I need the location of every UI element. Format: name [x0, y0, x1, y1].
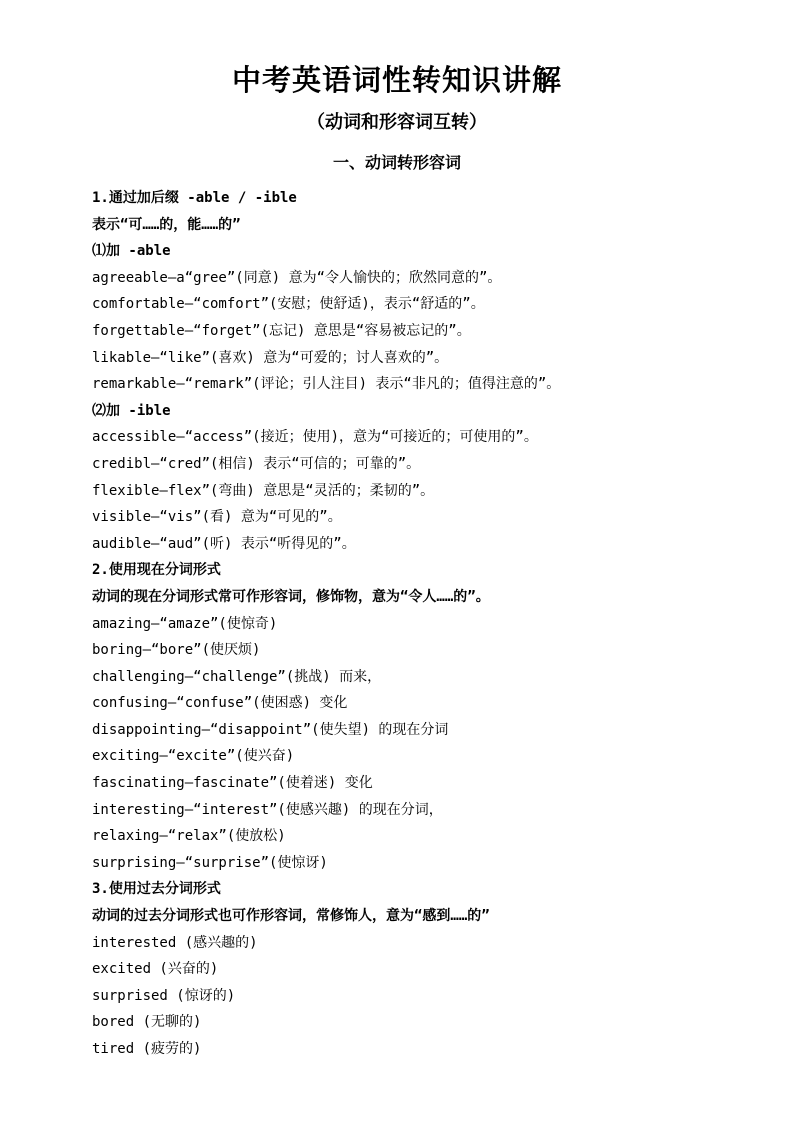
section-heading: 一、动词转形容词 — [332, 153, 461, 172]
text-line: amazing—“amaze”(使惊奇) — [92, 615, 278, 632]
text-line: surprising—“surprise”(使惊讶) — [92, 854, 328, 871]
page-subtitle: （动词和形容词互转） — [307, 112, 487, 133]
text-line: exciting—“excite”(使兴奋) — [92, 748, 295, 765]
heading-line: 表示“可……的，能……的” — [92, 216, 241, 233]
text-line: comfortable—“comfort”(安慰；使舒适)，表示“舒适的”。 — [92, 296, 485, 313]
text-line: tired (疲劳的) — [92, 1041, 202, 1057]
text-line: accessible—“access”(接近；使用)，意为“可接近的；可使用的”。 — [92, 429, 538, 446]
text-line: credibl—“cred”(相信) 表示“可信的；可靠的”。 — [92, 455, 421, 472]
page-title: 中考英语词性转知识讲解 — [231, 63, 562, 97]
text-line: visible—“vis”(看) 意为“可见的”。 — [92, 509, 342, 526]
text-line: bored (无聊的) — [92, 1014, 202, 1031]
heading-line: 2.使用现在分词形式 — [92, 562, 221, 579]
text-line: surprised (惊讶的) — [92, 987, 236, 1004]
text-line: flexible—flex”(弯曲) 意思是“灵活的；柔韧的”。 — [92, 482, 435, 499]
text-line: confusing—“confuse”(使困惑) 变化 — [92, 695, 348, 712]
text-line: interested (感兴趣的) — [92, 934, 258, 951]
text-line: agreeable—a“gree”(同意) 意为“令人愉快的；欣然同意的”。 — [92, 269, 502, 286]
text-line: remarkable—“remark”(评论；引人注目) 表示“非凡的；值得注意的”。 — [92, 376, 561, 393]
text-line: fascinating—fascinate”(使着迷) 变化 — [92, 775, 373, 792]
text-line: disappointing—“disappoint”(使失望) 的现在分词 — [92, 721, 449, 738]
text-line: forgettable—“forget”(忘记) 意思是“容易被忘记的”。 — [92, 322, 471, 339]
text-line: likable—“like”(喜欢) 意为“可爱的；讨人喜欢的”。 — [92, 349, 449, 366]
heading-line: ⑴加 -able — [92, 243, 171, 260]
text-line: challenging—“challenge”(挑战) 而来， — [92, 668, 382, 685]
text-line: audible—“aud”(听) 表示“听得见的”。 — [92, 535, 356, 552]
heading-line: ⑵加 -ible — [92, 402, 171, 419]
text-line: excited (兴奋的) — [92, 961, 219, 978]
text-line: interesting—“interest”(使感兴趣) 的现在分词， — [92, 801, 443, 818]
document-body — [92, 185, 772, 1063]
heading-line: 动词的现在分词形式常可作形容词，修饰物，意为“令人……的”。 — [92, 588, 490, 605]
text-line: boring—“bore”(使厌烦) — [92, 642, 261, 659]
heading-line: 1.通过加后缀 -able / -ible — [92, 190, 297, 206]
text-line: relaxing—“relax”(使放松) — [92, 828, 286, 845]
heading-line: 3.使用过去分词形式 — [92, 881, 221, 898]
heading-line: 动词的过去分词形式也可作形容词，常修饰人，意为“感到……的” — [92, 908, 490, 925]
